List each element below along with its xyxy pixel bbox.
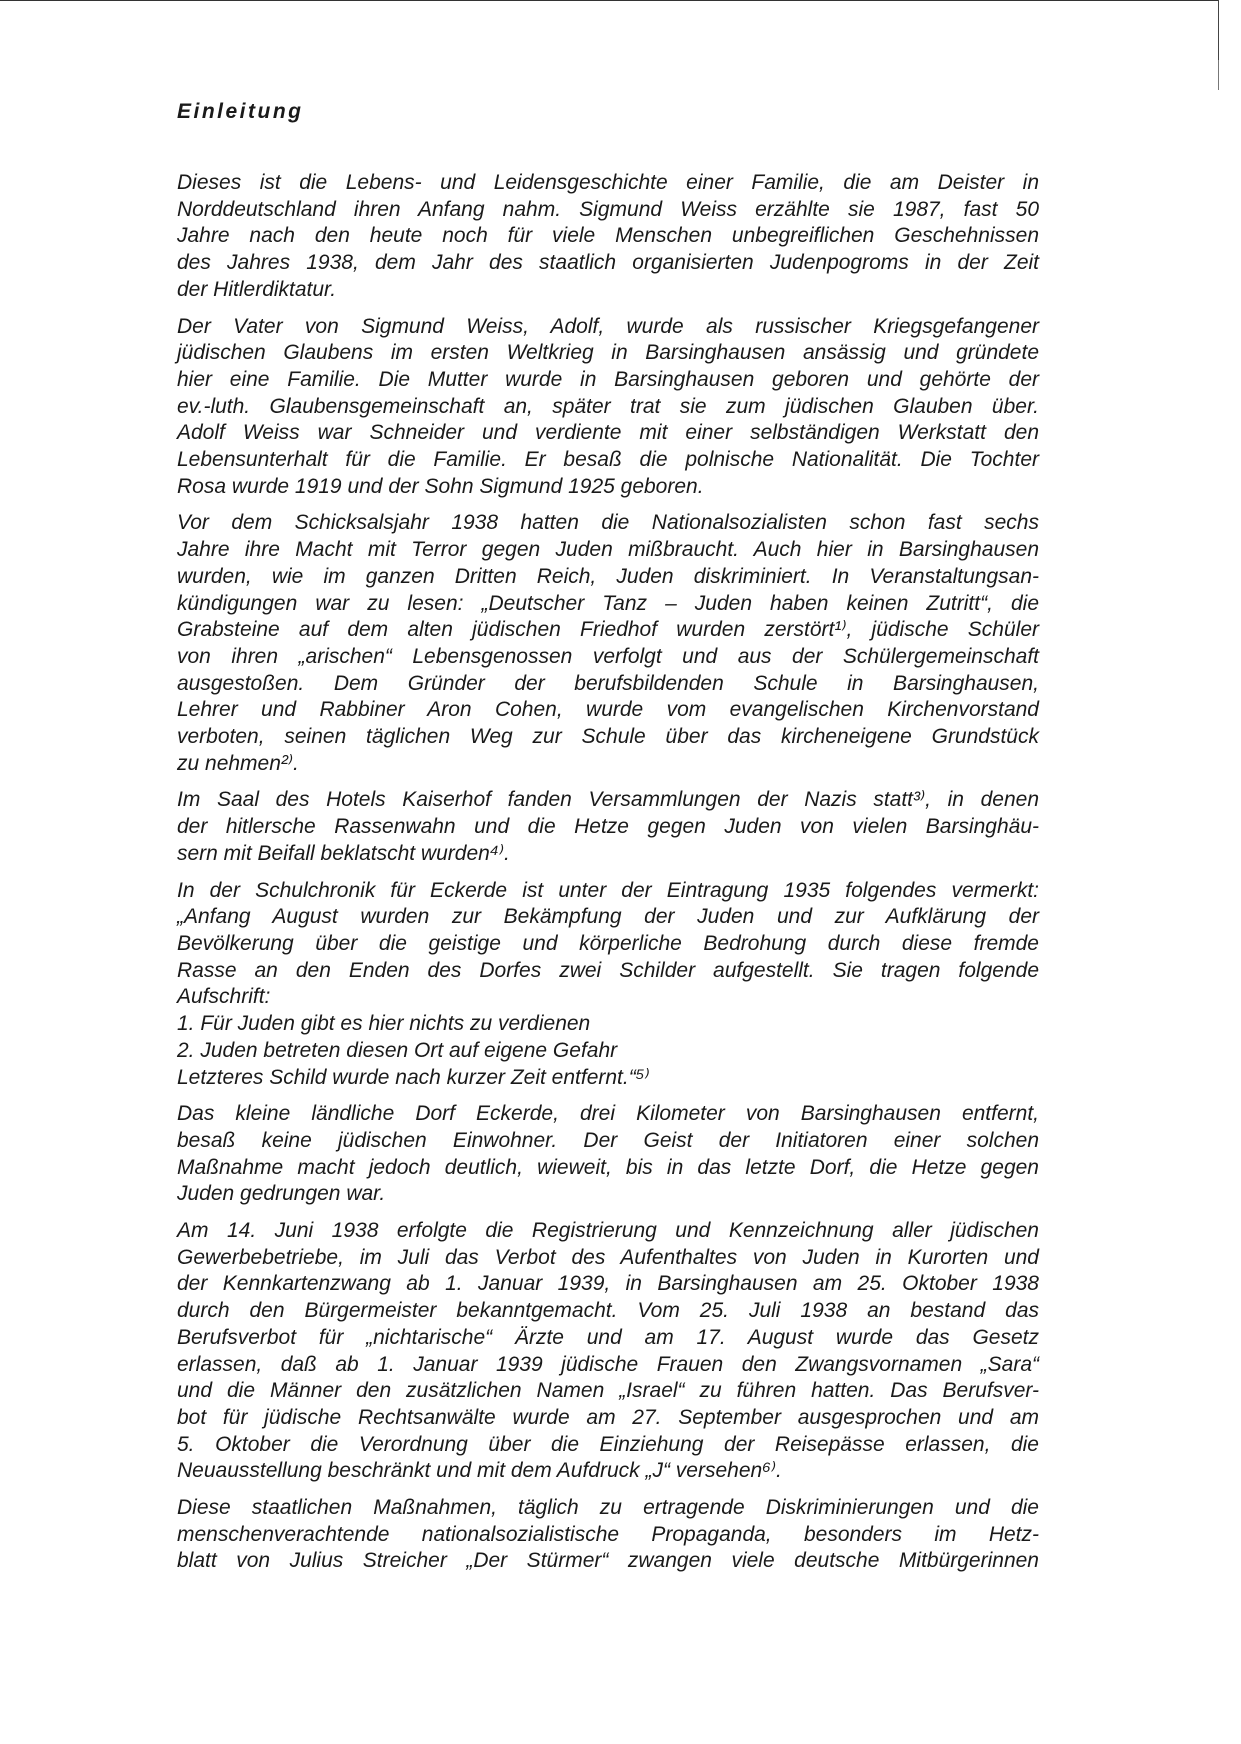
text-line: 5. Oktober die Verordnung über die Einziehung der Reisepässe erlassen, die <box>177 1432 1039 1456</box>
text-line: der Kennkartenzwang ab 1. Januar 1939, in Barsinghausen am 25. Oktober 1938 <box>177 1272 1039 1296</box>
text-line: hier eine Familie. Die Mutter wurde in Barsinghausen geboren und gehörte der <box>177 367 1039 391</box>
paragraph-7 <box>177 1218 1039 1485</box>
text-line: Am 14. Juni 1938 erfolgte die Registrierung und Kennzeichnung aller jüdischen <box>177 1219 1039 1243</box>
text-line: Vor dem Schicksalsjahr 1938 hatten die Nationalsozialisten schon fast sechs <box>177 511 1039 535</box>
text-line: durch den Bürgermeister bekanntgemacht. Vom 25. Juli 1938 an bestand das <box>177 1299 1039 1323</box>
text-line: erlassen, daß ab 1. Januar 1939 jüdische Frauen den Zwangsvornamen „Sara“ <box>177 1352 1039 1376</box>
page-title: Einleitung <box>177 100 304 123</box>
paragraph-2 <box>177 314 1039 501</box>
list-item: Letzteres Schild wurde nach kurzer Zeit entfernt.“⁵⁾ <box>177 1065 650 1089</box>
text-line: Dieses ist die Lebens- und Leidensgeschichte einer Familie, die am Deister in <box>177 171 1039 194</box>
text-line: Grabsteine auf dem alten jüdischen Friedhof wurden zerstört¹⁾, jüdische Schüler <box>177 618 1039 642</box>
text-line: Rasse an den Enden des Dorfes zwei Schilder aufgestellt. Sie tragen folgende <box>177 958 1039 982</box>
text-line: ausgestoßen. Dem Gründer der berufsbildenden Schule in Barsinghausen, <box>177 671 1039 695</box>
text-line: verboten, seinen täglichen Weg zur Schule über das kircheneigene Grundstück <box>177 725 1039 749</box>
text-line: zu nehmen²⁾. <box>177 751 299 775</box>
text-line: Norddeutschland ihren Anfang nahm. Sigmund Weiss erzählte sie 1987, fast 50 <box>177 197 1039 221</box>
text-line: „Anfang August wurden zur Bekämpfung der Juden und zur Aufklärung der <box>177 905 1039 929</box>
text-line: der Hitlerdiktatur. <box>177 277 337 301</box>
text-line: Adolf Weiss war Schneider und verdiente mit einer selbständigen Werkstatt den <box>177 421 1039 445</box>
text-line: In der Schulchronik für Eckerde ist unter der Eintragung 1935 folgendes vermerkt: <box>177 878 1039 902</box>
text-line: jüdischen Glaubens im ersten Weltkrieg in Barsinghausen ansässig und gründete <box>177 341 1039 365</box>
text-line: Aufschrift: <box>177 985 271 1009</box>
text-line: Jahre nach den heute noch für viele Menschen unbegreiflichen Geschehnissen <box>177 224 1039 248</box>
text-line: Der Vater von Sigmund Weiss, Adolf, wurde als russischer Kriegsgefangener <box>177 314 1039 338</box>
page-top-border <box>0 0 1218 1</box>
text-line: Rosa wurde 1919 und der Sohn Sigmund 1925 geboren. <box>177 474 704 498</box>
paragraph-8 <box>177 1495 1039 1575</box>
paragraph-4 <box>177 787 1039 867</box>
list-item: 2. Juden betreten diesen Ort auf eigene Gefahr <box>177 1038 618 1062</box>
text-line: von ihren „arischen“ Lebensgenossen verfolgt und aus der Schülergemeinschaft <box>177 644 1039 668</box>
text-line: Berufsverbot für „nichtarische“ Ärzte und am 17. August wurde das Gesetz <box>177 1325 1039 1349</box>
text-line: Jahre ihre Macht mit Terror gegen Juden mißbraucht. Auch hier in Barsinghausen <box>177 538 1039 562</box>
text-line: besaß keine jüdischen Einwohner. Der Geist der Initiatoren einer solchen <box>177 1128 1039 1152</box>
text-line: Lebensunterhalt für die Familie. Er besaß die polnische Nationalität. Die Tochter <box>177 448 1039 472</box>
paragraph-1 <box>177 170 1039 304</box>
text-line: Diese staatlichen Maßnahmen, täglich zu ertragende Diskriminierungen und die <box>177 1496 1039 1520</box>
text-line: Im Saal des Hotels Kaiserhof fanden Versammlungen der Nazis statt³⁾, in denen <box>177 788 1039 812</box>
text-line: des Jahres 1938, dem Jahr des staatlich organisierten Judenpogroms in der Zeit <box>177 251 1039 275</box>
text-line: bot für jüdische Rechtsanwälte wurde am 27. September ausgesprochen und am <box>177 1405 1039 1429</box>
page-right-border <box>1218 0 1219 60</box>
paragraph-5 <box>177 878 1039 1092</box>
text-line: kündigungen war zu lesen: „Deutscher Tanz – Juden haben keinen Zutritt“, die <box>177 591 1039 615</box>
text-line: blatt von Julius Streicher „Der Stürmer“ zwangen viele deutsche Mitbürgerinnen <box>177 1549 1039 1573</box>
text-line: ev.-luth. Glaubensgemeinschaft an, später trat sie zum jüdischen Glauben über. <box>177 394 1039 418</box>
text-line: wurden, wie im ganzen Dritten Reich, Juden diskriminiert. In Veranstaltungsan- <box>177 564 1039 588</box>
text-line: Maßnahme macht jedoch deutlich, wieweit, bis in das letzte Dorf, die Hetze gegen <box>177 1155 1039 1179</box>
text-line: Lehrer und Rabbiner Aron Cohen, wurde vom evangelischen Kirchenvorstand <box>177 698 1039 722</box>
text-line: Gewerbebetriebe, im Juli das Verbot des Aufenthaltes von Juden in Kurorten und <box>177 1245 1039 1269</box>
text-line: menschenverachtende nationalsozialistische Propaganda, besonders im Hetz- <box>177 1522 1039 1546</box>
text-line: Das kleine ländliche Dorf Eckerde, drei Kilometer von Barsinghausen entfernt, <box>177 1102 1039 1126</box>
paragraph-6 <box>177 1101 1039 1208</box>
list-item: 1. Für Juden gibt es hier nichts zu verdienen <box>177 1012 591 1036</box>
text-line: Bevölkerung über die geistige und körperliche Bedrohung durch diese fremde <box>177 931 1039 955</box>
text-line: Juden gedrungen war. <box>177 1182 386 1206</box>
text-line: Neuausstellung beschränkt und mit dem Aufdruck „J“ versehen⁶⁾. <box>177 1459 782 1483</box>
text-line: der hitlersche Rassenwahn und die Hetze gegen Juden von vielen Barsinghäu- <box>177 815 1039 839</box>
text-line: sern mit Beifall beklatscht wurden⁴⁾. <box>177 841 510 865</box>
text-line: und die Männer den zusätzlichen Namen „Israel“ zu führen hatten. Das Berufsver- <box>177 1379 1039 1403</box>
paragraph-3 <box>177 510 1039 777</box>
page-right-border-faint <box>1218 60 1219 90</box>
document-body <box>177 98 1039 1585</box>
